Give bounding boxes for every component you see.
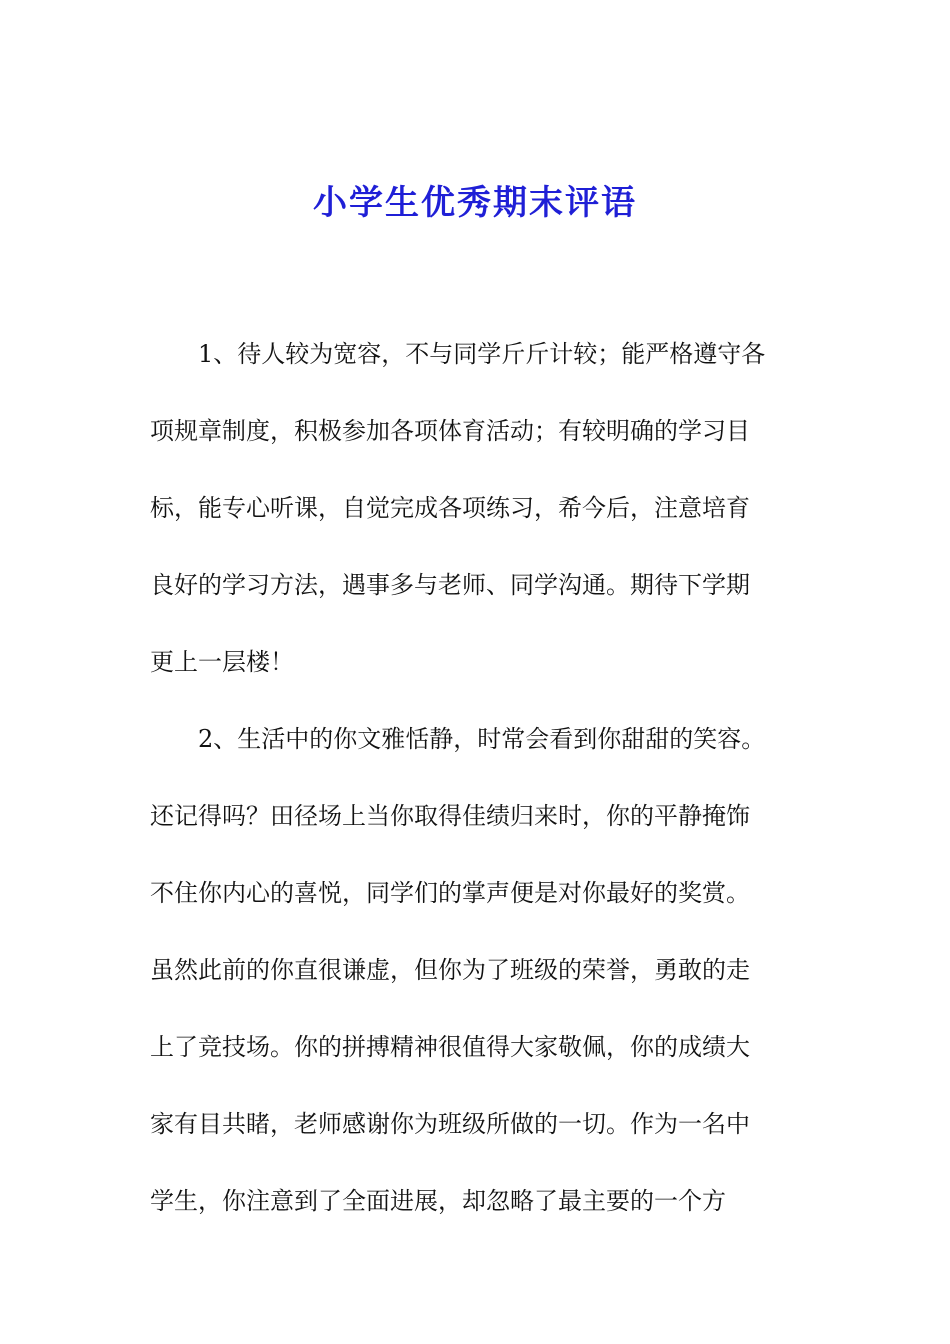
paragraph-line: 1、待人较为宽容，不与同学斤斤计较；能严格遵守各: [198, 340, 766, 368]
paragraph-line: 虽然此前的你直很谦虚，但你为了班级的荣誉，勇敢的走: [150, 956, 750, 984]
document-body: [150, 330, 798, 1254]
paragraph-line: 学生，你注意到了全面进展，却忽略了最主要的一个方: [150, 1187, 726, 1215]
paragraph-line: 2、生活中的你文雅恬静，时常会看到你甜甜的笑容。: [198, 725, 766, 753]
paragraph-line: 上了竞技场。你的拼搏精神很值得大家敬佩，你的成绩大: [150, 1033, 750, 1061]
paragraph-1: [150, 330, 798, 715]
paragraph-line: 项规章制度，积极参加各项体育活动；有较明确的学习目: [150, 417, 750, 445]
paragraph-line: 还记得吗？田径场上当你取得佳绩归来时，你的平静掩饰: [150, 802, 750, 830]
document-title: 小学生优秀期末评语: [313, 183, 637, 223]
paragraph-line: 标，能专心听课，自觉完成各项练习，希今后，注意培育: [150, 494, 750, 522]
paragraph-line: 良好的学习方法，遇事多与老师、同学沟通。期待下学期: [150, 571, 750, 599]
paragraph-line: 不住你内心的喜悦，同学们的掌声便是对你最好的奖赏。: [150, 879, 750, 907]
paragraph-line: 家有目共睹，老师感谢你为班级所做的一切。作为一名中: [150, 1110, 750, 1138]
paragraph-2: [150, 715, 798, 1254]
paragraph-line: 更上一层楼！: [150, 648, 294, 676]
